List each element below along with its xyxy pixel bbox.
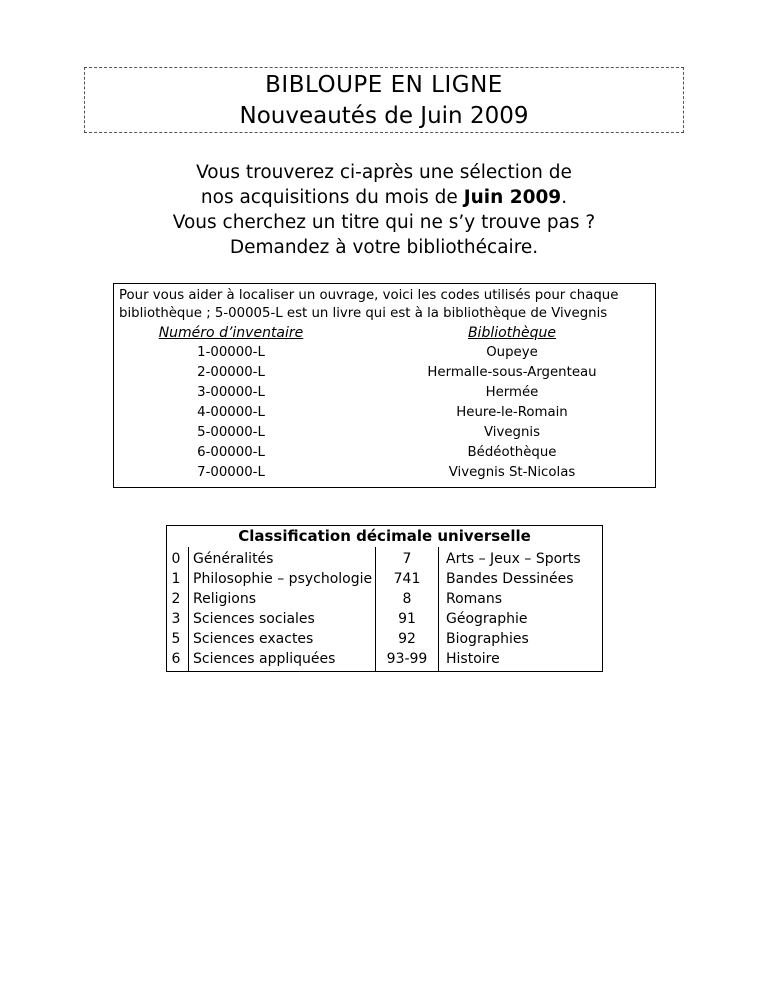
library-name: Hermalle-sous-Argenteau [427,365,597,380]
intro-line-2-text: nos acquisitions du mois de [200,187,464,208]
intro-line-2 [84,185,684,210]
library-name: Bédéothèque [467,445,557,460]
class-label: Sciences sociales [193,611,315,627]
table-row [167,631,602,651]
library-name: Oupeye [486,345,538,360]
class-label: Bandes Dessinées [446,571,574,587]
class-label: Sciences exactes [193,631,314,647]
table-row [167,571,602,591]
class-label: Romans [446,591,503,607]
inventory-code: 7-00000-L [197,465,265,480]
intro-line-4: Demandez à votre bibliothécaire. [229,237,539,258]
table-row [114,345,655,365]
library-name: Hermée [485,385,539,400]
class-number: 1 [171,571,181,587]
column-header-inventory: Numéro d’inventaire [158,325,304,341]
class-number: 6 [171,651,181,667]
table-row [167,611,602,631]
class-number: 92 [398,631,416,647]
inventory-code: 3-00000-L [197,385,265,400]
intro-line-1: Vous trouverez ci-après une sélection de [196,162,572,183]
intro-paragraph [84,160,684,260]
codes-note-line-1: Pour vous aider à localiser un ouvrage, voici les codes utilisés pour chaque [119,288,619,303]
library-name: Heure-le-Romain [456,405,568,420]
class-number: 2 [171,591,181,607]
class-number: 3 [171,611,181,627]
column-header-library: Bibliothèque [467,325,557,341]
inventory-code: 2-00000-L [197,365,265,380]
class-number: 7 [402,551,412,567]
inventory-code: 5-00000-L [197,425,265,440]
class-label: Géographie [446,611,528,627]
table-row [114,405,655,425]
library-name: Vivegnis [483,425,541,440]
class-number: 91 [398,611,416,627]
table-row [114,465,655,485]
class-label: Philosophie – psychologie [193,571,373,587]
class-number: 8 [402,591,412,607]
intro-line-2-end: . [561,187,568,208]
table-row [167,651,602,671]
table-row [114,385,655,405]
udc-table [166,525,603,672]
library-codes-box [113,283,656,488]
class-label: Biographies [446,631,529,647]
library-name: Vivegnis St-Nicolas [448,465,576,480]
class-label: Religions [193,591,256,607]
codes-note-line-2: bibliothèque ; 5-00005-L est un livre qui est à la bibliothèque de Vivegnis [119,306,608,321]
udc-title: Classification décimale universelle [238,527,531,545]
page-subtitle: Nouveautés de Juin 2009 [239,103,529,129]
class-label: Sciences appliquées [193,651,336,667]
intro-line-3: Vous cherchez un titre qui ne s’y trouve pas ? [172,212,596,233]
inventory-code: 1-00000-L [197,345,265,360]
table-row [167,551,602,571]
table-row [167,591,602,611]
codes-note [119,287,651,323]
class-label: Généralités [193,551,274,567]
intro-month: Juin 2009 [463,187,562,208]
title-box [84,67,684,133]
inventory-code: 6-00000-L [197,445,265,460]
codes-header-row [114,325,655,345]
table-row [114,445,655,465]
table-row [114,365,655,385]
class-label: Histoire [446,651,500,667]
inventory-code: 4-00000-L [197,405,265,420]
class-number: 5 [171,631,181,647]
class-number: 741 [393,571,421,587]
class-number: 93-99 [386,651,428,667]
table-row [114,425,655,445]
class-number: 0 [171,551,181,567]
class-label: Arts – Jeux – Sports [446,551,581,567]
page-title: BIBLOUPE EN LIGNE [265,72,503,98]
